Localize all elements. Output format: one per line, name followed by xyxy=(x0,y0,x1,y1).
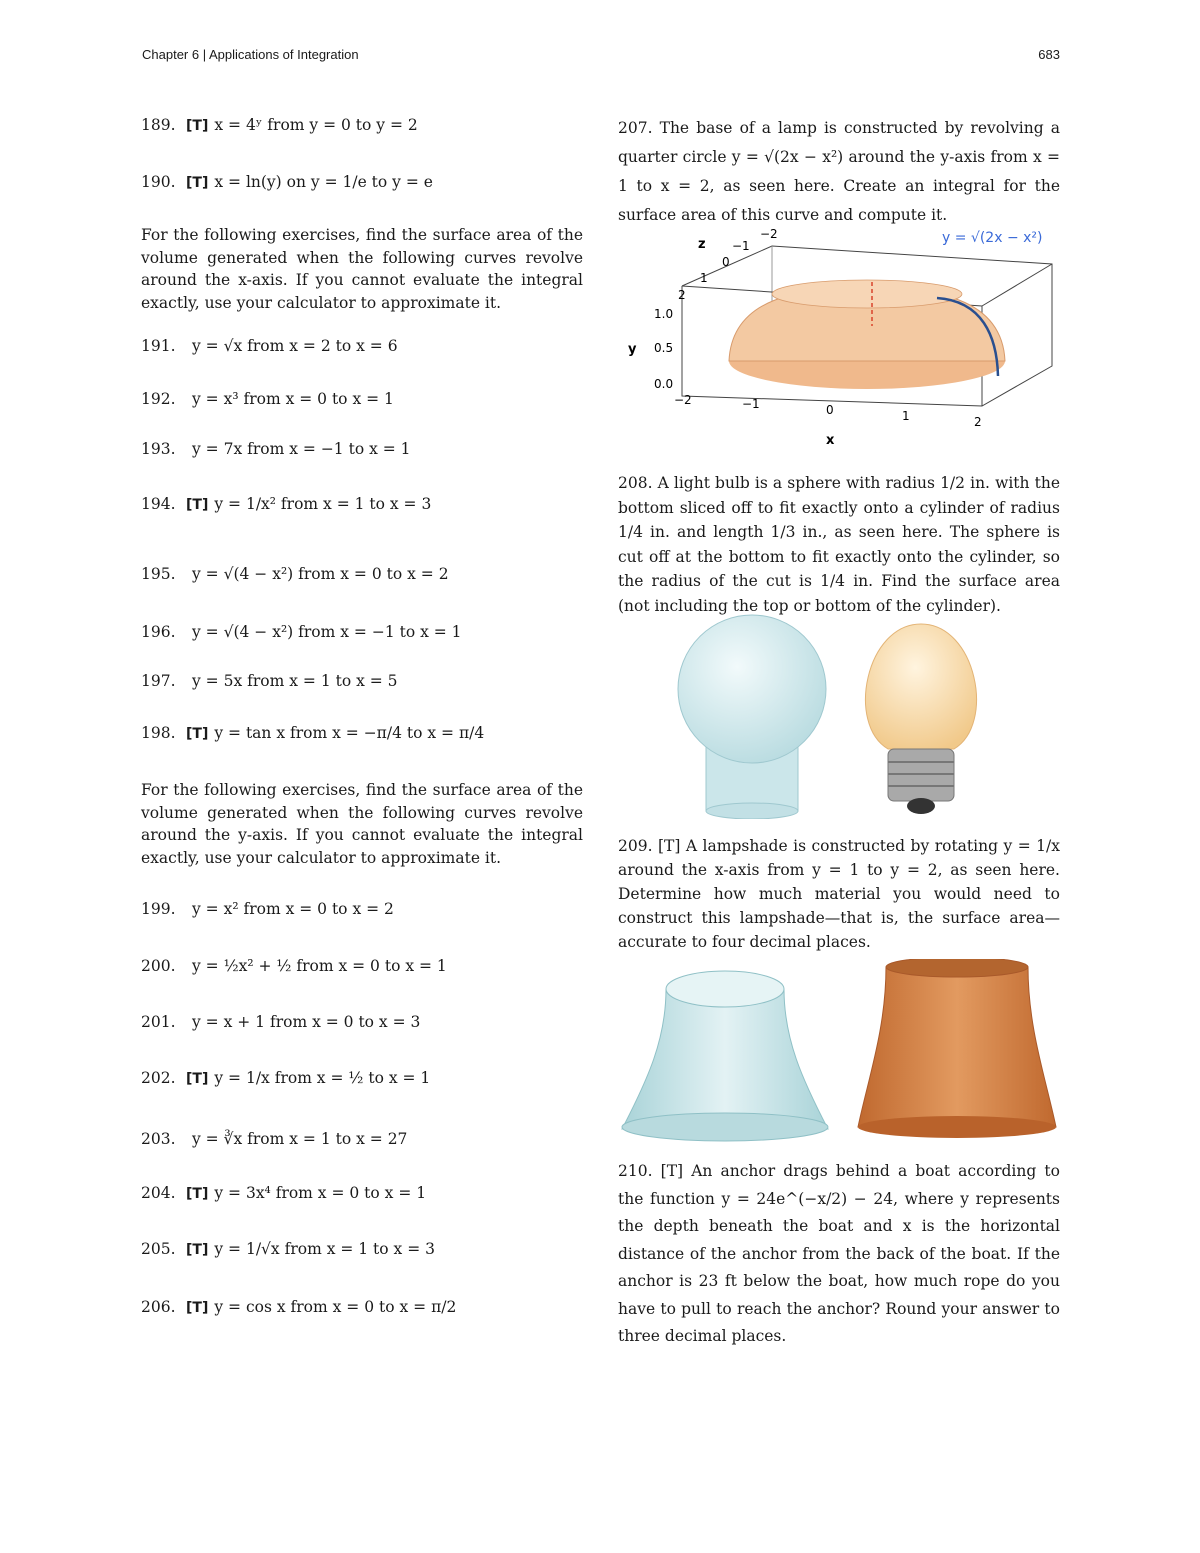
exercise-201: 201. y = x + 1 from x = 0 to x = 3 xyxy=(141,1013,421,1031)
page-number: 683 xyxy=(1038,47,1060,62)
y-axis-label: y xyxy=(628,342,637,357)
x-tick-neg2: −2 xyxy=(674,393,692,407)
plot-box-right-edge xyxy=(982,264,1052,306)
y-tick-0-0: 0.0 xyxy=(654,377,674,391)
cloth-shade-top xyxy=(886,959,1028,977)
exercise-207: 207. The base of a lamp is constructed by revolving a quarter circle y = √(2x − x²) around the y-axis from x = 1 to x = 2, as seen here. Create an integral for the surface area of this curve and compute it. xyxy=(618,119,1060,224)
exercise-200: 200. y = ½x² + ½ from x = 0 to x = 1 xyxy=(141,957,447,975)
model-shade-top xyxy=(666,971,784,1007)
x-tick-0: 0 xyxy=(826,403,834,417)
exercise-189: 189. [T] x = 4ʸ from y = 0 to y = 2 xyxy=(141,116,418,134)
page-header xyxy=(142,47,1060,62)
z-tick-1: −1 xyxy=(732,239,750,253)
exercise-193: 193. y = 7x from x = −1 to x = 1 xyxy=(141,440,411,458)
exercise-190: 190. [T] x = ln(y) on y = 1/e to y = e xyxy=(141,173,433,191)
cloth-shade-bottom xyxy=(858,1116,1056,1138)
bulb-contact xyxy=(907,798,935,814)
chapter-title: Chapter 6 | Applications of Integration xyxy=(142,47,359,62)
cloth-shade-surface xyxy=(858,967,1056,1127)
model-shade-bottom xyxy=(622,1113,828,1141)
curve-label: y = √(2x − x²) xyxy=(942,230,1043,246)
model-sphere xyxy=(678,615,826,763)
exercise-199: 199. y = x² from x = 0 to x = 2 xyxy=(141,900,394,918)
z-tick-0: −2 xyxy=(760,227,778,241)
z-tick-4: 2 xyxy=(678,288,686,302)
exercise-209: 209. [T] A lampshade is constructed by rotating y = 1/x around the x-axis from y = 1 to y = 2, as seen here. Determine how much material you would need to construct this lampshade—that is, the surface area—accurate to four decimal places. xyxy=(618,837,1060,951)
lamp-base-figure xyxy=(622,226,1062,461)
exercise-197: 197. y = 5x from x = 1 to x = 5 xyxy=(141,672,398,690)
exercise-198: 198. [T] y = tan x from x = −π/4 to x = π/4 xyxy=(141,724,485,742)
exercise-194: 194. [T] y = 1/x² from x = 1 to x = 3 xyxy=(141,495,432,513)
exercise-210: 210. [T] An anchor drags behind a boat according to the function y = 24e^(−x/2) − 24, where y represents the depth beneath the boat and x is the horizontal distance of the anchor from the back of the boat. If the anchor is 23 ft below the boat, how much rope do you have to pull to reach the anchor? Round your answer to three decimal places. xyxy=(618,1162,1060,1345)
instructions-y-axis: For the following exercises, find the surface area of the volume generated when the following curves revolve around the y-axis. If you cannot evaluate the integral exactly, use your calculator to approximate it. xyxy=(141,781,583,867)
x-axis-label: x xyxy=(826,433,835,448)
exercise-191: 191. y = √x from x = 2 to x = 6 xyxy=(141,337,398,355)
exercise-208: 208. A light bulb is a sphere with radius 1/2 in. with the bottom sliced off to fit exactly onto a cylinder of radius 1/4 in. and length 1/3 in., as seen here. The sphere is cut off at the bottom to fit exactly onto the cylinder, so the radius of the cut is 1/4 in. Find the surface area (not including the top or bottom of the cylinder). xyxy=(618,474,1060,615)
exercise-196: 196. y = √(4 − x²) from x = −1 to x = 1 xyxy=(141,623,462,641)
z-tick-3: 1 xyxy=(700,271,708,285)
light-bulb-figure xyxy=(676,614,1006,819)
lampshade-figure xyxy=(618,959,1063,1144)
instructions-x-axis: For the following exercises, find the surface area of the volume generated when the following curves revolve around the x-axis. If you cannot evaluate the integral exactly, use your calculator to approximate it. xyxy=(141,226,583,312)
bulb-glass xyxy=(865,624,976,749)
x-tick-2: 2 xyxy=(974,415,982,429)
exercise-206: 206. [T] y = cos x from x = 0 to x = π/2 xyxy=(141,1298,457,1316)
exercise-192: 192. y = x³ from x = 0 to x = 1 xyxy=(141,390,394,408)
exercise-204: 204. [T] y = 3x⁴ from x = 0 to x = 1 xyxy=(141,1184,427,1202)
model-shade-surface xyxy=(622,989,828,1129)
exercise-205: 205. [T] y = 1/√x from x = 1 to x = 3 xyxy=(141,1240,435,1258)
exercise-202: 202. [T] y = 1/x from x = ½ to x = 1 xyxy=(141,1069,431,1087)
y-tick-0-5: 0.5 xyxy=(654,341,674,355)
x-tick-1: 1 xyxy=(902,409,910,423)
exercise-203: 203. y = ∛x from x = 1 to x = 27 xyxy=(141,1130,408,1148)
z-axis-label: z xyxy=(698,237,706,252)
x-tick-neg1: −1 xyxy=(742,397,760,411)
y-tick-1-0: 1.0 xyxy=(654,307,674,321)
exercise-195: 195. y = √(4 − x²) from x = 0 to x = 2 xyxy=(141,565,449,583)
z-tick-2: 0 xyxy=(722,255,730,269)
lamp-dome-top xyxy=(772,280,962,308)
model-cylinder-bottom xyxy=(706,803,798,819)
